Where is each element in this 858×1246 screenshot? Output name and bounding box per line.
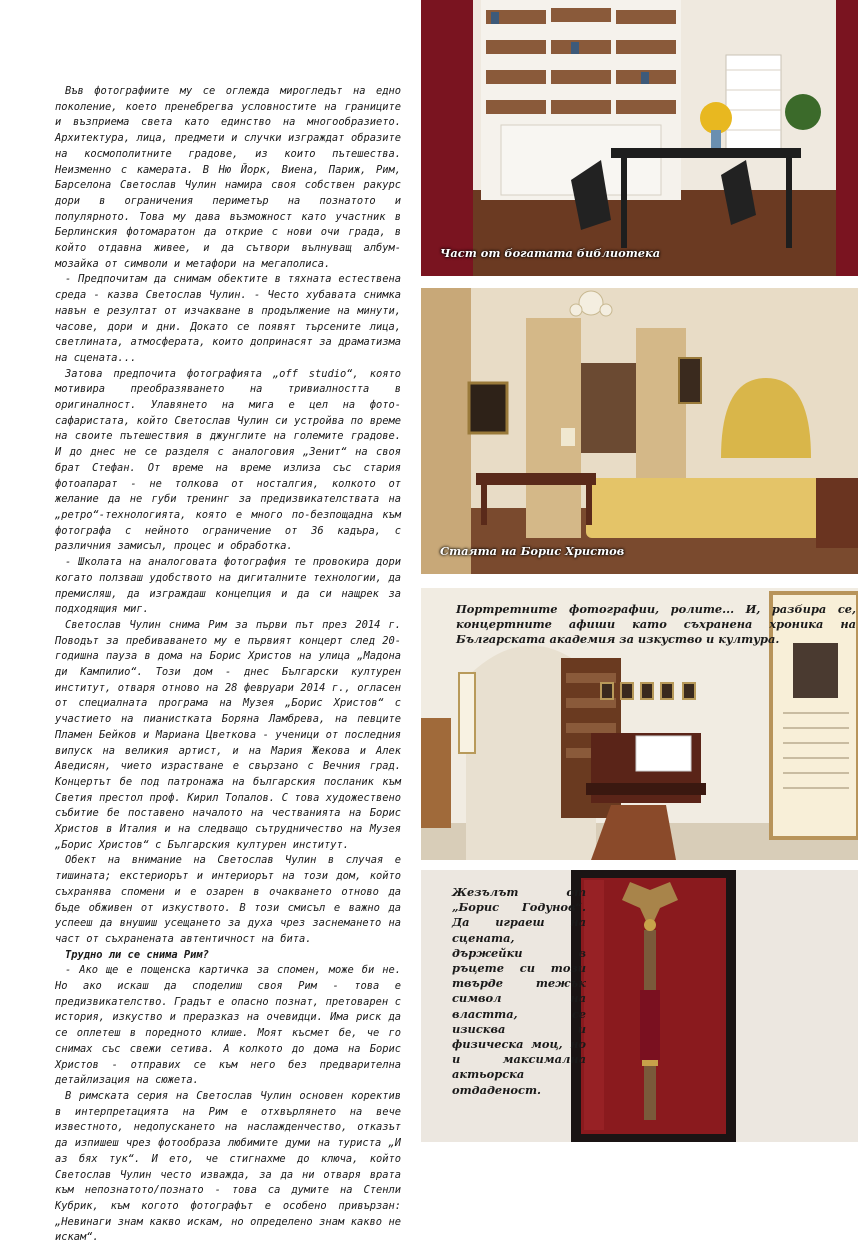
article-paragraph: - Ако ще е пощенска картичка за спомен, може би не. Но ако искаш да споделиш своя Рим - това е предизвикателство. Градът е опасно познат, претоварен с история, изкуство и преразказ на очевидци. Има риск да се оплетеш в поредното клише. Моят късмет бе, че го снимах със свежи сетива. А колкото до дома на Борис Христов - отправих се към него без предварителна детайлизация на сюжета.	[55, 964, 401, 1087]
room-photo	[421, 288, 858, 574]
library-illustration	[421, 0, 858, 276]
library-photo	[421, 0, 858, 276]
library-caption: Част от богатата библиотека	[440, 246, 661, 260]
portraits-caption: Портретните фотографии, ролите... И, разбира се, концертните афиши като съхранена хроника на Българската академия за изкуство и култура.	[456, 602, 856, 646]
interview-question: Трудно ли се снима Рим?	[65, 948, 209, 961]
article-paragraph: - Школата на аналоговата фотография те провокира дори когато ползваш удобството на дигиталните технологии, да премисляш, да изграждаш концепция и да си нащрек за подходящия миг.	[55, 556, 401, 616]
scepter-caption: Жезълът от „Борис Годунов“. Да играеш на сцената, държейки в ръцете си този твърде тежък символ на властта, се изисква и физическа моц, но и максимална актьорска отдаденост.	[452, 885, 586, 1097]
room-illustration	[421, 288, 858, 574]
article-paragraph: В римската серия на Светослав Чулин основен коректив в интерпретацията на Рим е отхвърлянето на вече известното, недопускането на наслажденчество, отказът да изпишеш чрез фотообраза любимите думи на туриста „И аз бях тук“. И ето, че стигнахме до ключа, който Светослав Чулин често изважда, за да ни отваря врата към непознатото/познато - това са думите на Стенли Кубрик, към когото фотографът е особено привързан: „Невинаги знам какво искам, но определено знам какво не искам“.	[55, 1090, 401, 1244]
article-paragraph: Във фотографиите му се оглежда мирогледът на едно поколение, което пренебрегва условностите на границите и възприема света като единство на многообразието. Архитектура, лица, предмети и случки изграждат образите на космополитните градове, из които пътешества. Неизменно с камерата. В Ню Йорк, Виена, Париж, Рим, Барселона Светослав Чулин намира своя собствен ракурс дори в ограничения периметър на познатото и популярното. Това му дава възможност като участник в Берлинския фотомаратон да открие с нови очи града, в който отдавна живее, и да сътвори вълнуващ албум-мозайка от символи и метафори на мегаполиса.	[55, 85, 401, 270]
article-paragraph: Светослав Чулин снима Рим за първи път през 2014 г. Поводът за пребиваването му е първият концерт след 20-годишна пауза в дома на Борис Христов на улица „Мадона ди Кампилио“. Този дом - днес Български културен институт, отваря отново на 28 февруари 2014 г., огласен от специалната програма на Музея „Борис Христов“ с участието на пианистката Боряна Ламбрева, на певците Пламен Бейков и Мариана Цветкова - ученици от последния випуск на великия артист, и на Мария Жекова и Алек Аведисян, чието израстване е свързано с Вечния град. Концертът бе под патронажа на българския посланик към Светия престол проф. Кирил Топалов. С това художествено събитие бе поставено началото на честванията на Борис Христов в Италия и на следващо сътрудничество на Музея „Борис Христов“ с Българския културен институт.	[55, 618, 401, 851]
article-paragraph: Обект на внимание на Светослав Чулин в случая е тишината; екстериорът и интериорът на този дом, който съхранява спомени и е озарен в очакването отново да бъде обживен от изкуството. В този смисъл е важно да успееш да внушиш усещането за духа чрез заснемането на част от съхранената автентичност на бита.	[55, 854, 401, 945]
article-column	[55, 84, 401, 1246]
article-paragraph: Затова предпочита фотографията „off studio“, която мотивира преобразяването на тривиалността в оригиналност. Улавянето на мига е цел на фото-сафаристата, който Светослав Чулин си устройва по време на своите пътешествия в джунглите на големите градове. И до днес не се разделя с аналоговия „Зенит“ на своя брат Стефан. От време на време излиза със стария фотоапарат - не толкова от носталгия, колкото от желание да не губи тренинг за предизвикателствата на „ретро“-технологията, която е много по-безпощадна към фотографа с нейното ограничение от 36 кадъра, с различния замисъл, процес и обработка.	[55, 367, 401, 553]
room-caption: Стаята на Борис Христов	[440, 544, 625, 558]
article-paragraph: - Предпочитам да снимам обектите в тяхната естествена среда - казва Светослав Чулин. - Често хубавата снимка навън е резултат от изчакване в продължение на минути, часове, дори и дни. Докато се появят търсените лица, светлината, атмосферата, които допринасят за драматизма на сцената...	[55, 273, 401, 364]
